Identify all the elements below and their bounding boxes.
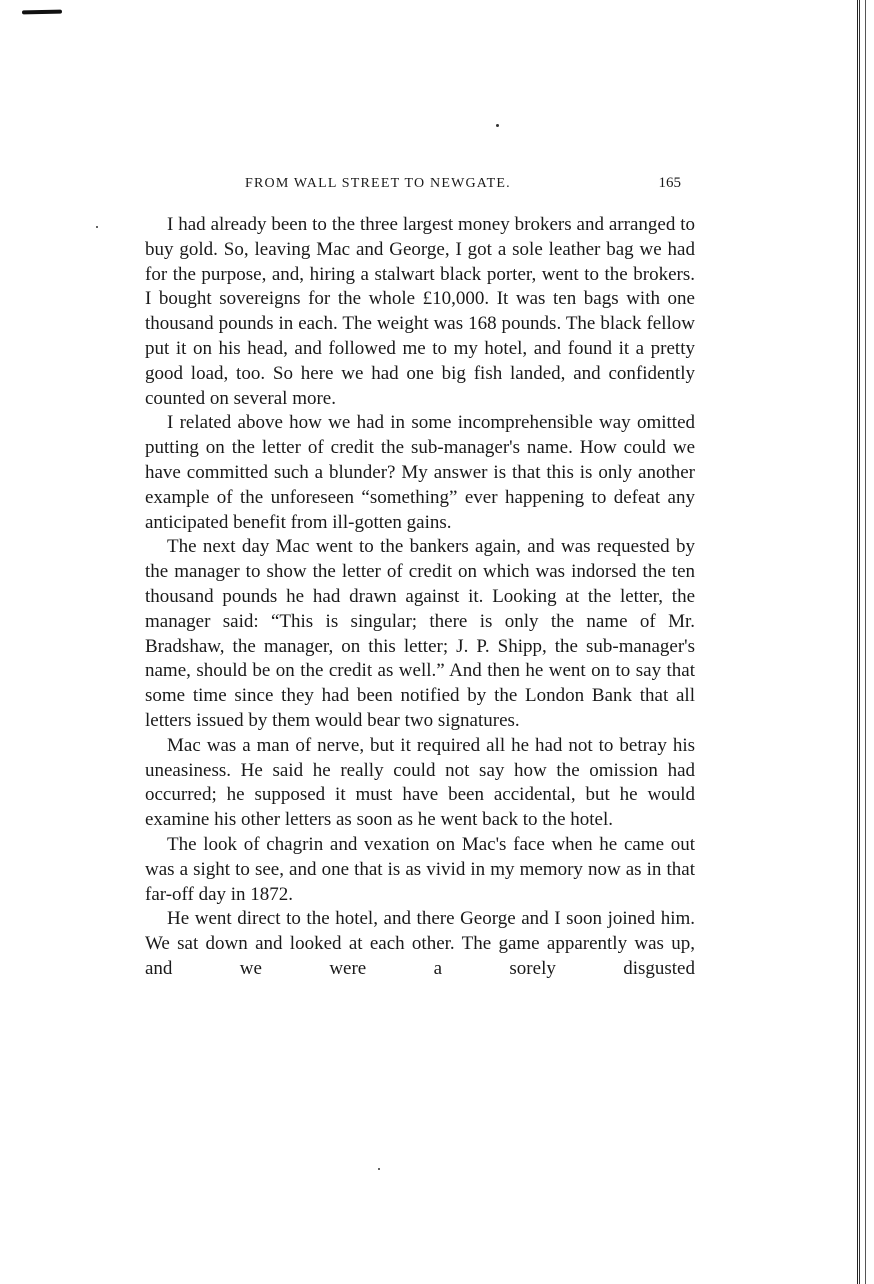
paragraph: The next day Mac went to the bankers again, and was requested by the manager to show the letter of credit on which was indorsed the ten thousand pounds he had drawn against it. Looking at the letter, the manager said: “This is singular; there is only the name of Mr. Bradshaw, the manager, on this letter; J. P. Shipp, the sub-manager's name, should be on the credit as well.” And then he went on to say that some time since they had been notified by the London Bank that all letters issued by them would bear two signatures. [145, 536, 695, 731]
paragraph: I related above how we had in some incomprehensible way omitted putting on the letter of credit the sub-manager's name. How could we have committed such a blunder? My answer is that this is only another example of the unforeseen “something” ever happening to defeat any anticipated benefit from ill-gotten gains. [145, 412, 695, 533]
running-title: FROM WALL STREET TO NEWGATE. [245, 176, 511, 191]
page-binding-edge [857, 0, 860, 1284]
scan-speck [96, 226, 98, 228]
scan-artifact-mark [22, 10, 62, 15]
scan-speck [378, 1168, 380, 1170]
running-head [145, 176, 681, 196]
body-text [145, 213, 695, 982]
paragraph: He went direct to the hotel, and there George and I soon joined him. We sat down and looked at each other. The game apparently was up, and we were a sorely disgusted [145, 908, 695, 979]
paragraph: I had already been to the three largest money brokers and arranged to buy gold. So, leaving Mac and George, I got a sole leather bag we had for the purpose, and, hiring a stalwart black porter, went to the brokers. I bought sovereigns for the whole £10,000. It was ten bags with one thousand pounds in each. The weight was 168 pounds. The black fellow put it on his head, and followed me to my hotel, and found it a pretty good load, too. So here we had one big fish landed, and confidently counted on several more. [145, 214, 695, 409]
page-number: 165 [658, 175, 681, 191]
paragraph: The look of chagrin and vexation on Mac's face when he came out was a sight to see, and one that is as vivid in my memory now as in that far-off day in 1872. [145, 833, 695, 905]
page-binding-edge-outer [865, 0, 866, 1284]
paragraph: Mac was a man of nerve, but it required all he had not to betray his uneasiness. He said he really could not say how the omission had occurred; he supposed it must have been accidental, but he would examine his other letters as soon as he went back to the hotel. [145, 734, 695, 831]
scan-speck [496, 124, 499, 127]
